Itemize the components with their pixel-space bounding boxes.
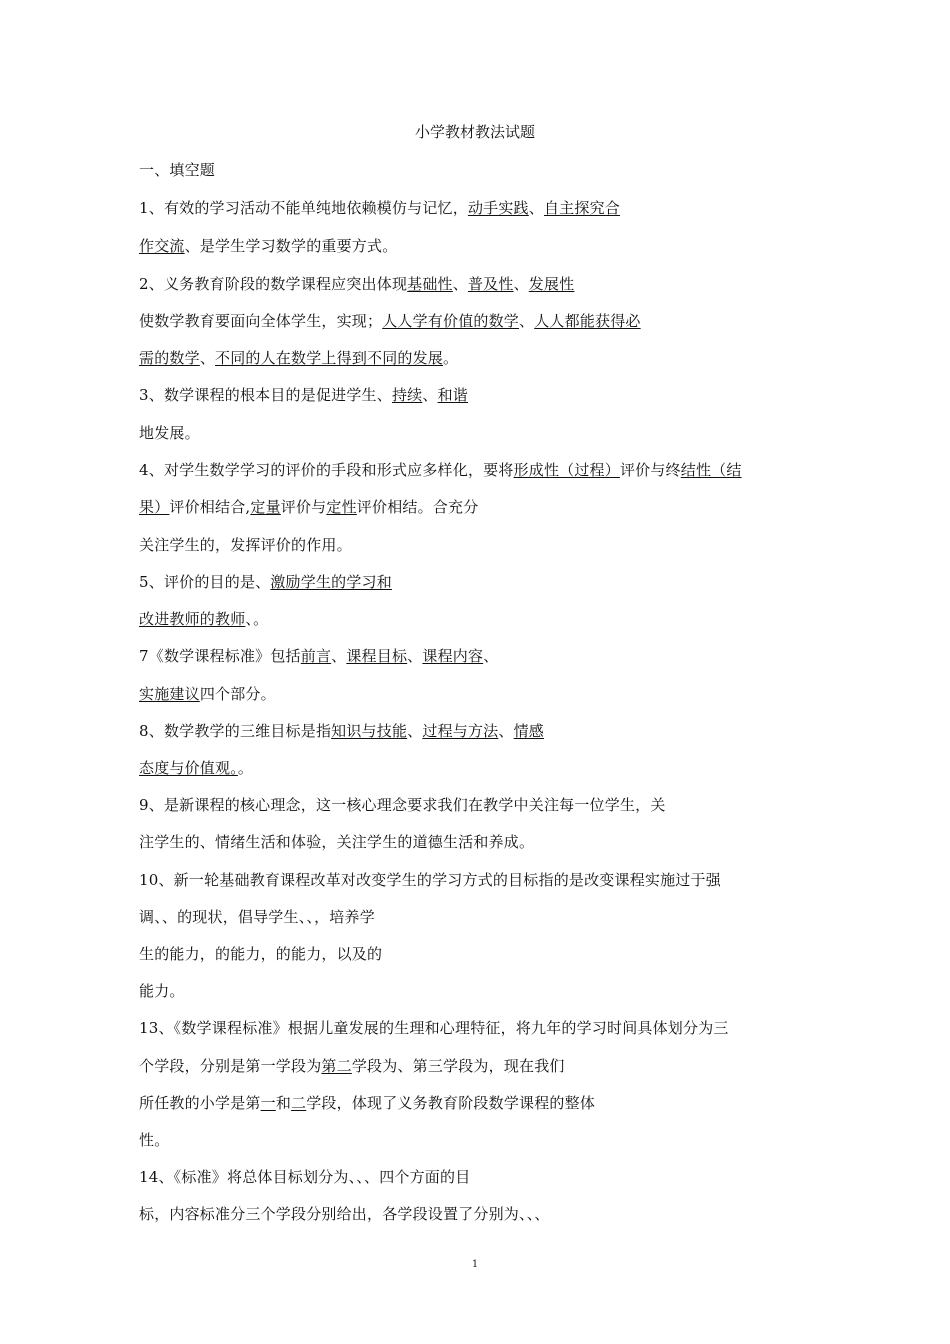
- text-line: [139, 944, 382, 964]
- text-segment: 、: [199, 349, 216, 367]
- text-line: [139, 274, 574, 294]
- text-segment: 。: [443, 349, 459, 367]
- text-segment: 所任教的小学是第: [139, 1094, 261, 1112]
- text-line: [139, 198, 620, 218]
- text-line: [139, 423, 200, 443]
- text-segment: 、: [528, 199, 544, 217]
- section-heading: 一、填空题: [139, 161, 216, 179]
- answer-underlined: 前言: [300, 647, 332, 665]
- answer-underlined: 态度与价值观。: [139, 759, 238, 777]
- text-line: [139, 236, 397, 256]
- text-segment: 14、《标准》将总体目标划分为、、、四个方面的目: [139, 1168, 471, 1186]
- answer-underlined: 实施建议: [139, 685, 200, 703]
- text-segment: 性。: [139, 1131, 170, 1149]
- page-number: 1: [471, 1259, 479, 1270]
- text-segment: 、: [513, 275, 529, 293]
- answer-underlined: 不同的人在数学上得到不同的发展: [215, 349, 444, 367]
- text-line: [139, 907, 375, 927]
- answer-underlined: 自主探究合: [543, 199, 620, 217]
- text-line: [139, 870, 721, 890]
- text-line: [139, 460, 742, 480]
- text-segment: 9、是新课程的核心理念，这一核心理念要求我们在教学中关注每一位学生，关: [139, 796, 666, 814]
- answer-underlined: 第二: [321, 1057, 352, 1075]
- text-segment: 7《数学课程标准》包括: [139, 647, 301, 665]
- document-title: 小学教材教法试题: [414, 123, 535, 141]
- text-segment: 、。: [245, 610, 269, 628]
- answer-underlined: 结性（结: [680, 461, 742, 479]
- text-segment: 1、有效的学习活动不能单纯地依赖模仿与记忆，: [139, 199, 468, 217]
- text-segment: 地发展。: [139, 424, 200, 442]
- answer-underlined: 动手实践: [467, 199, 529, 217]
- text-segment: 、: [331, 647, 347, 665]
- text-line: [139, 1130, 169, 1150]
- text-segment: 评价与: [280, 498, 327, 516]
- text-segment: 10、新一轮基础教育课程改革对改变学生的学习方式的目标指的是改变课程实施过于强: [139, 871, 721, 889]
- text-segment: 、: [452, 275, 468, 293]
- answer-underlined: 作交流: [139, 237, 185, 255]
- answer-underlined: 人人学有价值的数学: [382, 312, 520, 330]
- answer-underlined: 定量: [250, 498, 281, 516]
- text-line: [139, 832, 534, 852]
- text-segment: 学段，体现了义务教育阶段数学课程的整体: [306, 1094, 596, 1112]
- text-line: [139, 1018, 729, 1038]
- text-line: [139, 646, 498, 666]
- answer-underlined: 课程内容: [422, 647, 484, 665]
- text-segment: 、: [407, 647, 423, 665]
- text-segment: 5、评价的目的是、: [139, 573, 271, 591]
- answer-underlined: 和谐: [437, 386, 468, 404]
- answer-underlined: 课程目标: [346, 647, 408, 665]
- text-line: [139, 1093, 595, 1113]
- text-line: [139, 609, 268, 629]
- text-segment: 、: [483, 647, 499, 665]
- text-line: [139, 572, 392, 592]
- text-segment: 能力。: [139, 982, 185, 1000]
- text-segment: 学段为、第三学段为，现在我们: [351, 1057, 565, 1075]
- text-segment: 、: [498, 722, 514, 740]
- answer-underlined: 定性: [326, 498, 357, 516]
- text-line: [139, 721, 544, 741]
- text-segment: 生的能力，的能力，的能力，以及的: [139, 945, 383, 963]
- text-line: [139, 497, 478, 517]
- text-segment: 注学生的、情绪生活和体验，关注学生的道德生活和养成。: [139, 833, 535, 851]
- text-line: [139, 1204, 550, 1224]
- answer-underlined: 一: [260, 1094, 276, 1112]
- text-segment: 关注学生的，发挥评价的作用。: [139, 536, 352, 554]
- answer-underlined: 形成性（过程）: [513, 461, 620, 479]
- answer-underlined: 普及性: [467, 275, 514, 293]
- text-line: [139, 684, 276, 704]
- text-segment: 2、义务教育阶段的数学课程应突出体现: [139, 275, 408, 293]
- text-line: [139, 758, 253, 778]
- text-segment: 、: [422, 386, 438, 404]
- text-line: [139, 1167, 470, 1187]
- text-segment: 、是学生学习数学的重要方式。: [184, 237, 398, 255]
- answer-underlined: 果）: [139, 498, 170, 516]
- text-segment: 4、对学生数学学习的评价的手段和形式应多样化，要将: [139, 461, 514, 479]
- answer-underlined: 人人都能获得必: [534, 312, 641, 330]
- text-segment: 使数学教育要面向全体学生，实现；: [139, 312, 383, 330]
- text-segment: 、: [519, 312, 535, 330]
- text-segment: 个学段，分别是第一学段为: [139, 1057, 322, 1075]
- text-segment: 四个部分。: [199, 685, 276, 703]
- text-segment: 评价相结。合充分: [356, 498, 479, 516]
- text-segment: 评价与终: [619, 461, 681, 479]
- answer-underlined: 需的数学: [139, 349, 200, 367]
- text-segment: 评价相结合,: [169, 498, 251, 516]
- text-segment: 3、数学课程的根本目的是促进学生、: [139, 386, 392, 404]
- answer-underlined: 过程与方法: [422, 722, 499, 740]
- text-line: [139, 348, 458, 368]
- answer-underlined: 改进教师的教师: [139, 610, 246, 628]
- text-segment: 和: [275, 1094, 292, 1112]
- answer-underlined: 持续: [391, 386, 423, 404]
- text-line: [139, 535, 352, 555]
- text-segment: 、: [407, 722, 423, 740]
- answer-underlined: 发展性: [528, 275, 575, 293]
- text-segment: 调、、的现状，倡导学生、、，培养学: [139, 908, 375, 926]
- text-line: [139, 795, 666, 815]
- answer-underlined: 二: [291, 1094, 307, 1112]
- answer-underlined: 激励学生的学习和: [270, 573, 392, 591]
- text-line: [139, 385, 468, 405]
- text-segment: 8、数学教学的三维目标是指: [139, 722, 332, 740]
- text-line: [139, 981, 185, 1001]
- text-segment: 。: [237, 759, 254, 777]
- text-line: [139, 1056, 565, 1076]
- answer-underlined: 知识与技能: [331, 722, 408, 740]
- text-segment: 13、《数学课程标准》根据儿童发展的生理和心理特征，将九年的学习时间具体划分为三: [139, 1019, 729, 1037]
- answer-underlined: 情感: [513, 722, 544, 740]
- text-segment: 标，内容标准分三个学段分别给出，各学段设置了分别为、、、: [139, 1205, 550, 1223]
- answer-underlined: 基础性: [407, 275, 453, 293]
- text-line: [139, 311, 641, 331]
